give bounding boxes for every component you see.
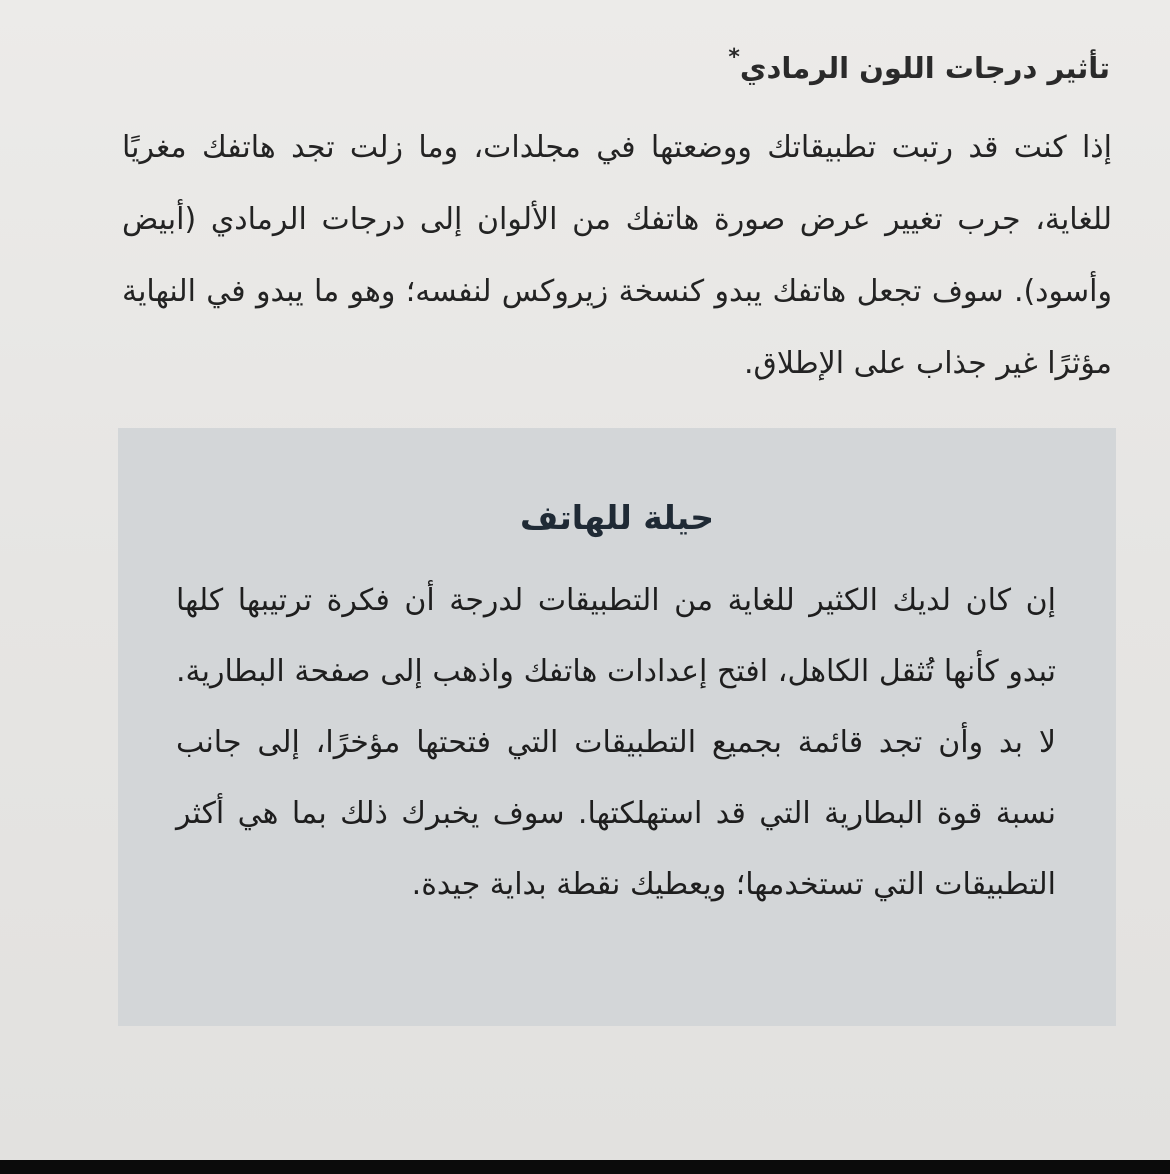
footnote-mark: * [728,45,740,70]
bottom-edge-bar [0,1160,1170,1174]
section-heading-text: تأثير درجات اللون الرمادي [739,51,1110,85]
tip-box-title: حيلة للهاتف [520,498,714,537]
section-heading [728,38,1110,98]
tip-box-paragraph: إن كان لديك الكثير للغاية من التطبيقات لدرجة أن فكرة ترتيبها كلها تبدو كأنها تُثقل الكاهل، افتح إعدادات هاتفك واذهب إلى صفحة البطارية. لا بد وأن تجد قائمة بجميع التطبيقات التي فتحتها مؤخرًا، إلى جانب نسبة قوة البطارية التي قد استهلكتها. سوف يخبرك ذلك بما هي أكثر التطبيقات التي تستخدمها؛ ويعطيك نقطة بداية جيدة. [176,583,1056,902]
section-paragraph: إذا كنت قد رتبت تطبيقاتك ووضعتها في مجلدات، وما زلت تجد هاتفك مغريًا للغاية، جرب تغيير عرض صورة هاتفك من الألوان إلى درجات الرمادي (أبيض وأسود). سوف تجعل هاتفك يبدو كنسخة زيروكس لنفسه؛ وهو ما يبدو في النهاية مؤثرًا غير جذاب على الإطلاق. [122,130,1112,381]
tip-box [118,428,1116,1026]
